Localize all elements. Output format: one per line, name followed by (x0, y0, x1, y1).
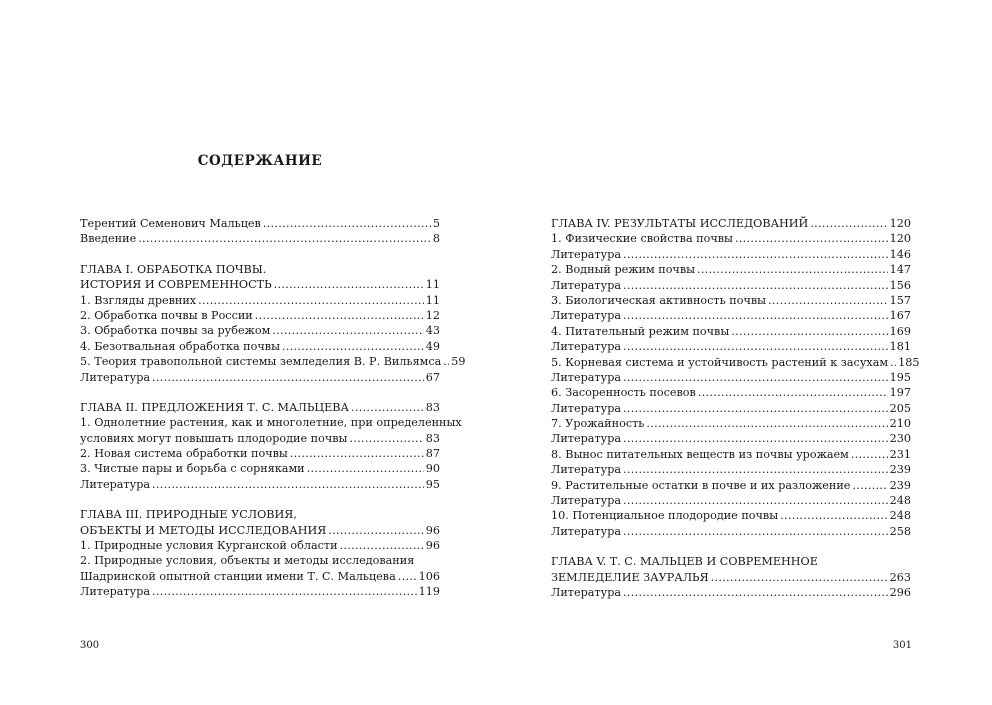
toc-entry: 3. Обработка почвы за рубежом ..... 43 (80, 323, 440, 338)
page-number: 301 (892, 640, 912, 651)
toc-entry: 1. Однолетние растения, как и многолетние, при определенных (80, 416, 462, 430)
page-number: 300 (80, 640, 100, 651)
toc-entry: 3. Чистые пары и борьба с сорняками ..... 90 (80, 461, 440, 476)
chapter-heading: ОБЪЕКТЫ И МЕТОДЫ ИССЛЕДОВАНИЯ ..... 96 (80, 523, 440, 538)
toc-entry: 1. Природные условия Курганской области ..... 96 (80, 538, 440, 553)
toc-right (551, 216, 920, 600)
toc-entry: Литература ..... 258 (551, 524, 911, 539)
toc-entry: Литература ..... 195 (551, 370, 911, 385)
toc-entry: Литература ..... 181 (551, 339, 911, 354)
toc-entry: 4. Питательный режим почвы ..... 169 (551, 324, 911, 339)
toc-entry: 7. Урожайность ..... 210 (551, 416, 911, 431)
chapter-heading: ИСТОРИЯ И СОВРЕМЕННОСТЬ ..... 11 (80, 277, 440, 292)
chapter-heading: ГЛАВА III. ПРИРОДНЫЕ УСЛОВИЯ, (80, 508, 297, 522)
chapter-heading: ЗЕМЛЕДЕЛИЕ ЗАУРАЛЬЯ ..... 263 (551, 570, 911, 585)
toc-entry: Литература ..... 248 (551, 493, 911, 508)
toc-entry: Литература ..... 95 (80, 477, 440, 492)
toc-entry: Литература ..... 67 (80, 370, 440, 385)
toc-entry: 6. Засоренность посевов ..... 197 (551, 385, 911, 400)
toc-entry: Литература ..... 156 (551, 278, 911, 293)
toc-entry: 10. Потенциальное плодородие почвы ..... 248 (551, 508, 911, 523)
toc-entry: Литература ..... 167 (551, 308, 911, 323)
toc-entry: Литература ..... 239 (551, 462, 911, 477)
chapter-heading: ГЛАВА I. ОБРАБОТКА ПОЧВЫ. (80, 262, 267, 276)
toc-entry: 2. Новая система обработки почвы ..... 87 (80, 446, 440, 461)
toc-entry: условиях могут повышать плодородие почвы ..... 83 (80, 431, 440, 446)
toc-entry: 1. Физические свойства почвы ..... 120 (551, 231, 911, 246)
toc-entry: Литература ..... 146 (551, 247, 911, 262)
toc-entry: 5. Теория травопольной системы земледелия В. Р. Вильямса ..... 59 (80, 354, 440, 369)
toc-title: СОДЕРЖАНИЕ (197, 153, 323, 169)
toc-entry: 2. Обработка почвы в России ..... 12 (80, 308, 440, 323)
toc-entry: Введение ..... 8 (80, 231, 440, 246)
toc-entry: Литература ..... 119 (80, 584, 440, 599)
toc-entry: Шадринской опытной станции имени Т. С. Мальцева ..... 106 (80, 569, 440, 584)
chapter-heading: ГЛАВА II. ПРЕДЛОЖЕНИЯ Т. С. МАЛЬЦЕВА ..... 83 (80, 400, 440, 415)
toc-entry: 4. Безотвальная обработка почвы ..... 49 (80, 339, 440, 354)
toc-entry: 8. Вынос питательных веществ из почвы урожаем ..... 231 (551, 447, 911, 462)
toc-entry: 5. Корневая система и устойчивость растений к засухам ..... 185 (551, 355, 911, 370)
toc-entry: Литература ..... 230 (551, 431, 911, 446)
toc-entry: 3. Биологическая активность почвы ..... 157 (551, 293, 911, 308)
right-page (496, 0, 992, 705)
toc-entry: Литература ..... 296 (551, 585, 911, 600)
toc-entry: 9. Растительные остатки в почве и их разложение ..... 239 (551, 478, 911, 493)
chapter-heading: ГЛАВА V. Т. С. МАЛЬЦЕВ И СОВРЕМЕННОЕ (551, 555, 818, 569)
chapter-heading: ГЛАВА IV. РЕЗУЛЬТАТЫ ИССЛЕДОВАНИЙ ..... 120 (551, 216, 911, 231)
toc-left (80, 216, 466, 600)
toc-entry: Литература ..... 205 (551, 401, 911, 416)
toc-entry: Терентий Семенович Мальцев ..... 5 (80, 216, 440, 231)
toc-entry: 2. Водный режим почвы ..... 147 (551, 262, 911, 277)
toc-entry: 2. Природные условия, объекты и методы исследования (80, 554, 415, 568)
toc-entry: 1. Взгляды древних ..... 11 (80, 293, 440, 308)
